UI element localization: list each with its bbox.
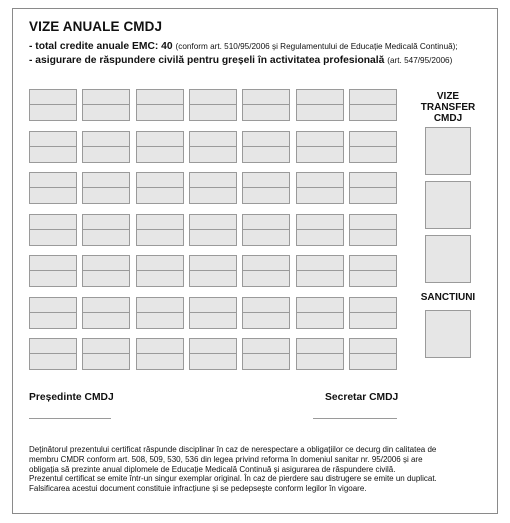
footer-line: Deținătorul prezentului certificat răspunde disciplinar în caz de nerespectare a obligațiilor ce decurg din calitatea de (29, 445, 437, 454)
visa-box[interactable] (349, 131, 397, 163)
visa-box-divider (297, 339, 343, 354)
visa-box-divider (243, 256, 289, 271)
visa-box[interactable] (296, 214, 344, 246)
visa-box-divider (297, 215, 343, 230)
visa-box[interactable] (242, 297, 290, 329)
visa-box[interactable] (189, 297, 237, 329)
visa-box[interactable] (242, 172, 290, 204)
visa-box[interactable] (189, 131, 237, 163)
visa-box-divider (30, 215, 76, 230)
secretary-signature-line[interactable] (313, 418, 397, 419)
visa-box-divider (83, 298, 129, 313)
visa-box-divider (30, 298, 76, 313)
page-title: VIZE ANUALE CMDJ (29, 19, 163, 34)
visa-box[interactable] (29, 297, 77, 329)
visa-box[interactable] (349, 89, 397, 121)
visa-box-divider (243, 132, 289, 147)
certificate-page (12, 8, 498, 514)
visa-box[interactable] (136, 255, 184, 287)
visa-box[interactable] (136, 214, 184, 246)
visa-box-divider (83, 339, 129, 354)
transfer-visa-box[interactable] (425, 235, 471, 283)
insurance-note: (art. 547/95/2006) (387, 56, 453, 65)
visa-box-divider (190, 132, 236, 147)
visa-box[interactable] (136, 338, 184, 370)
visa-box[interactable] (82, 214, 130, 246)
president-signature-line[interactable] (29, 418, 111, 419)
visa-box[interactable] (349, 338, 397, 370)
president-label: Președinte CMDJ (29, 392, 114, 403)
annual-visa-grid (29, 89, 403, 379)
visa-box[interactable] (242, 131, 290, 163)
visa-box-divider (350, 132, 396, 147)
visa-box[interactable] (296, 297, 344, 329)
footer-disclaimer (29, 445, 485, 494)
visa-box-divider (243, 173, 289, 188)
visa-box-divider (350, 173, 396, 188)
visa-box[interactable] (136, 131, 184, 163)
visa-box[interactable] (242, 214, 290, 246)
visa-box[interactable] (189, 214, 237, 246)
visa-box[interactable] (189, 338, 237, 370)
visa-box[interactable] (136, 297, 184, 329)
visa-box[interactable] (189, 255, 237, 287)
visa-box-divider (83, 132, 129, 147)
transfer-visa-label: VIZE TRANSFER CMDJ (420, 91, 476, 124)
visa-box-divider (137, 298, 183, 313)
visa-box[interactable] (242, 338, 290, 370)
visa-box[interactable] (349, 297, 397, 329)
visa-box[interactable] (349, 172, 397, 204)
visa-box-divider (190, 90, 236, 105)
visa-box-divider (297, 90, 343, 105)
visa-box[interactable] (82, 338, 130, 370)
visa-box-divider (190, 298, 236, 313)
visa-box[interactable] (189, 172, 237, 204)
visa-box[interactable] (296, 255, 344, 287)
visa-box-divider (30, 339, 76, 354)
emc-credits-line (29, 41, 458, 52)
visa-box-divider (243, 90, 289, 105)
footer-line: Prezentul certificat se emite într-un singur exemplar original. În caz de pierdere sau distrugere se emite un duplicat. (29, 474, 437, 484)
visa-box[interactable] (29, 172, 77, 204)
insurance-text: - asigurare de răspundere civilă pentru greșeli în activitatea profesională (29, 55, 385, 66)
visa-box[interactable] (82, 131, 130, 163)
visa-box-divider (243, 298, 289, 313)
visa-box[interactable] (29, 89, 77, 121)
visa-box[interactable] (29, 214, 77, 246)
transfer-visa-box[interactable] (425, 181, 471, 229)
footer-line: obligația să prezinte anual diplomele de Educație Medicală Continuă și asigurarea de răspundere civilă. (29, 464, 396, 474)
visa-box-divider (297, 173, 343, 188)
visa-box-divider (30, 173, 76, 188)
visa-box-divider (83, 215, 129, 230)
secretary-label: Secretar CMDJ (325, 392, 399, 403)
visa-box-divider (30, 256, 76, 271)
visa-box[interactable] (242, 255, 290, 287)
visa-box[interactable] (82, 172, 130, 204)
visa-box-divider (30, 90, 76, 105)
visa-box-divider (297, 298, 343, 313)
emc-credits-text: - total credite anuale EMC: 40 (29, 41, 173, 52)
visa-box-divider (350, 298, 396, 313)
visa-box[interactable] (136, 89, 184, 121)
visa-box[interactable] (296, 89, 344, 121)
visa-box[interactable] (296, 338, 344, 370)
visa-box[interactable] (136, 172, 184, 204)
visa-box[interactable] (349, 214, 397, 246)
footer-line: membru CMDR conform art. 508, 509, 530, 536 din legea privind reforma în domeniul sanitar nr. 95/2006 și are (29, 454, 423, 464)
visa-box-divider (190, 215, 236, 230)
visa-box[interactable] (29, 255, 77, 287)
emc-credits-note: (conform art. 510/95/2006 și Regulamentului de Educație Medicală Continuă); (175, 42, 458, 51)
sanctions-box[interactable] (425, 310, 471, 358)
visa-box-divider (190, 173, 236, 188)
sanctions-label: SANCTIUNI (420, 292, 476, 303)
visa-box[interactable] (296, 172, 344, 204)
visa-box-divider (350, 256, 396, 271)
visa-box-divider (297, 132, 343, 147)
visa-box-divider (297, 256, 343, 271)
visa-box[interactable] (82, 297, 130, 329)
visa-box[interactable] (82, 89, 130, 121)
visa-box-divider (350, 339, 396, 354)
visa-box[interactable] (242, 89, 290, 121)
visa-box-divider (243, 215, 289, 230)
visa-box[interactable] (29, 131, 77, 163)
footer-line: Falsificarea acestui document constituie infracțiune și se pedepsește conform legilor în vigoare. (29, 484, 367, 494)
visa-box-divider (83, 173, 129, 188)
visa-box[interactable] (189, 89, 237, 121)
visa-box-divider (83, 90, 129, 105)
insurance-line (29, 55, 452, 66)
visa-box-divider (137, 132, 183, 147)
visa-box-divider (350, 215, 396, 230)
visa-box[interactable] (29, 338, 77, 370)
visa-box-divider (137, 339, 183, 354)
visa-box-divider (243, 339, 289, 354)
visa-box-divider (83, 256, 129, 271)
visa-box-divider (190, 256, 236, 271)
visa-box-divider (137, 215, 183, 230)
visa-box-divider (137, 90, 183, 105)
transfer-visa-box[interactable] (425, 127, 471, 175)
visa-box-divider (137, 173, 183, 188)
visa-box-divider (137, 256, 183, 271)
visa-box-divider (350, 90, 396, 105)
visa-box-divider (190, 339, 236, 354)
visa-box[interactable] (349, 255, 397, 287)
visa-box[interactable] (296, 131, 344, 163)
visa-box-divider (30, 132, 76, 147)
visa-box[interactable] (82, 255, 130, 287)
